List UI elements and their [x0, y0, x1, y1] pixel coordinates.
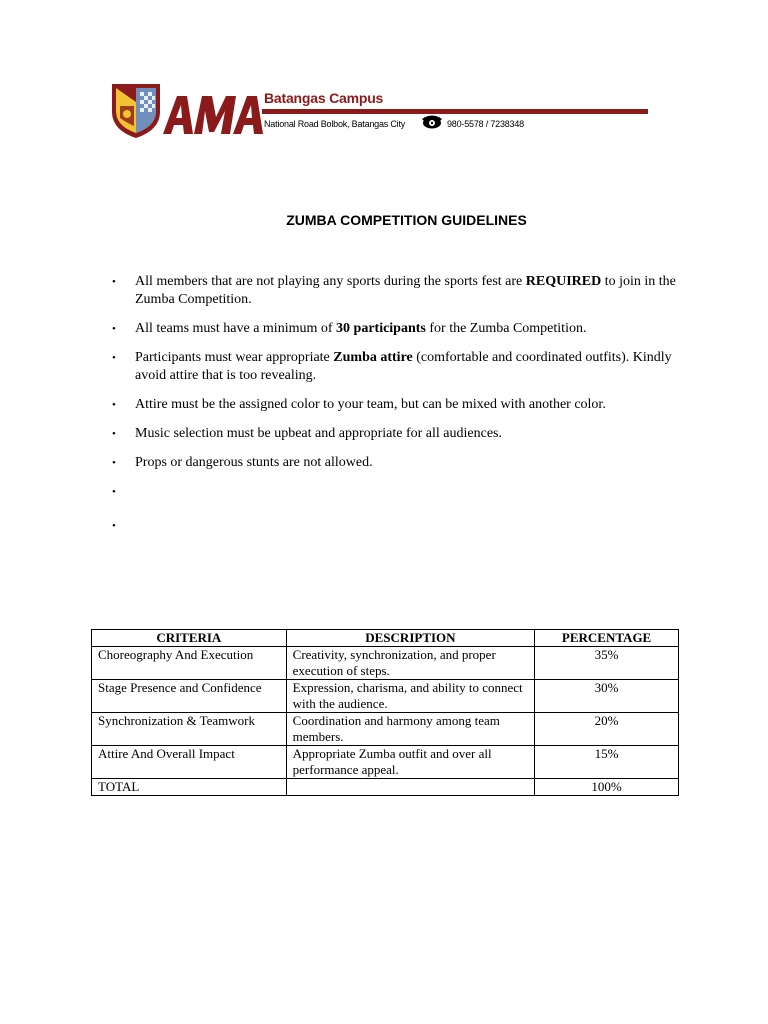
guideline-text: to join in the Zumba Competition.	[135, 274, 676, 307]
letterhead	[0, 0, 768, 160]
header-divider	[262, 109, 648, 114]
column-header-description: DESCRIPTION	[286, 630, 534, 647]
percentage-cell: 15%	[535, 746, 679, 779]
guideline-item	[110, 454, 690, 472]
guideline-item	[110, 396, 690, 414]
table-row	[92, 680, 679, 713]
table-header-row	[92, 630, 679, 647]
bullet-icon: •	[112, 399, 116, 411]
guideline-text: Props or dangerous stunts are not allowed.	[135, 455, 373, 470]
guideline-text: All teams must have a minimum of	[135, 321, 337, 336]
guideline-text: Participants must wear appropriate	[135, 350, 334, 365]
description-cell: Creativity, synchronization, and proper execution of steps.	[286, 647, 534, 680]
description-cell: Expression, charisma, and ability to connect with the audience.	[286, 680, 534, 713]
guideline-text: Music selection must be upbeat and appropriate for all audiences.	[135, 426, 502, 441]
guideline-text: (comfortable and coordinated outfits). Kindly avoid attire that is too revealing.	[135, 350, 672, 383]
column-header-percentage: PERCENTAGE	[535, 630, 679, 647]
guideline-emphasis: 30 participants	[336, 321, 426, 336]
bullet-icon: •	[112, 428, 116, 440]
description-cell	[286, 779, 534, 796]
criteria-cell: Choreography And Execution	[92, 647, 287, 680]
guideline-item	[110, 349, 690, 385]
percentage-cell: 35%	[535, 647, 679, 680]
guidelines-list	[110, 273, 690, 551]
criteria-cell: Stage Presence and Confidence	[92, 680, 287, 713]
table-total-row	[92, 779, 679, 796]
bullet-icon: •	[112, 352, 116, 364]
empty-guideline-item	[110, 483, 690, 501]
description-cell: Appropriate Zumba outfit and over all performance appeal.	[286, 746, 534, 779]
bullet-icon: •	[112, 323, 116, 335]
campus-name: Batangas Campus	[264, 90, 384, 106]
document-title: ZUMBA COMPETITION GUIDELINES	[286, 212, 527, 228]
campus-address: National Road Bolbok, Batangas City	[264, 119, 406, 129]
total-percentage-cell: 100%	[535, 779, 679, 796]
guideline-item	[110, 425, 690, 443]
guideline-text: All members that are not playing any sports during the sports fest are	[135, 274, 526, 289]
telephone-icon	[421, 113, 443, 129]
column-header-criteria: CRITERIA	[92, 630, 287, 647]
bullet-icon: •	[112, 457, 116, 469]
school-crest-logo	[110, 82, 162, 140]
guideline-emphasis: Zumba attire	[333, 350, 413, 365]
guideline-text: for the Zumba Competition.	[425, 321, 587, 336]
bullet-icon: •	[112, 276, 116, 288]
percentage-cell: 20%	[535, 713, 679, 746]
table-row	[92, 647, 679, 680]
bullet-icon: •	[112, 486, 116, 498]
table-row	[92, 713, 679, 746]
table-row	[92, 746, 679, 779]
guideline-text: Attire must be the assigned color to your team, but can be mixed with another color.	[135, 397, 606, 412]
ama-logo	[163, 95, 267, 135]
guideline-emphasis: REQUIRED	[525, 274, 602, 289]
campus-phone: 980-5578 / 7238348	[447, 119, 524, 129]
criteria-table	[91, 629, 679, 796]
bullet-icon: •	[112, 520, 116, 532]
guideline-item	[110, 320, 690, 338]
total-label-cell: TOTAL	[92, 779, 287, 796]
criteria-cell: Attire And Overall Impact	[92, 746, 287, 779]
description-cell: Coordination and harmony among team members.	[286, 713, 534, 746]
guideline-item	[110, 273, 690, 309]
empty-guideline-item	[110, 517, 690, 535]
criteria-cell: Synchronization & Teamwork	[92, 713, 287, 746]
percentage-cell: 30%	[535, 680, 679, 713]
